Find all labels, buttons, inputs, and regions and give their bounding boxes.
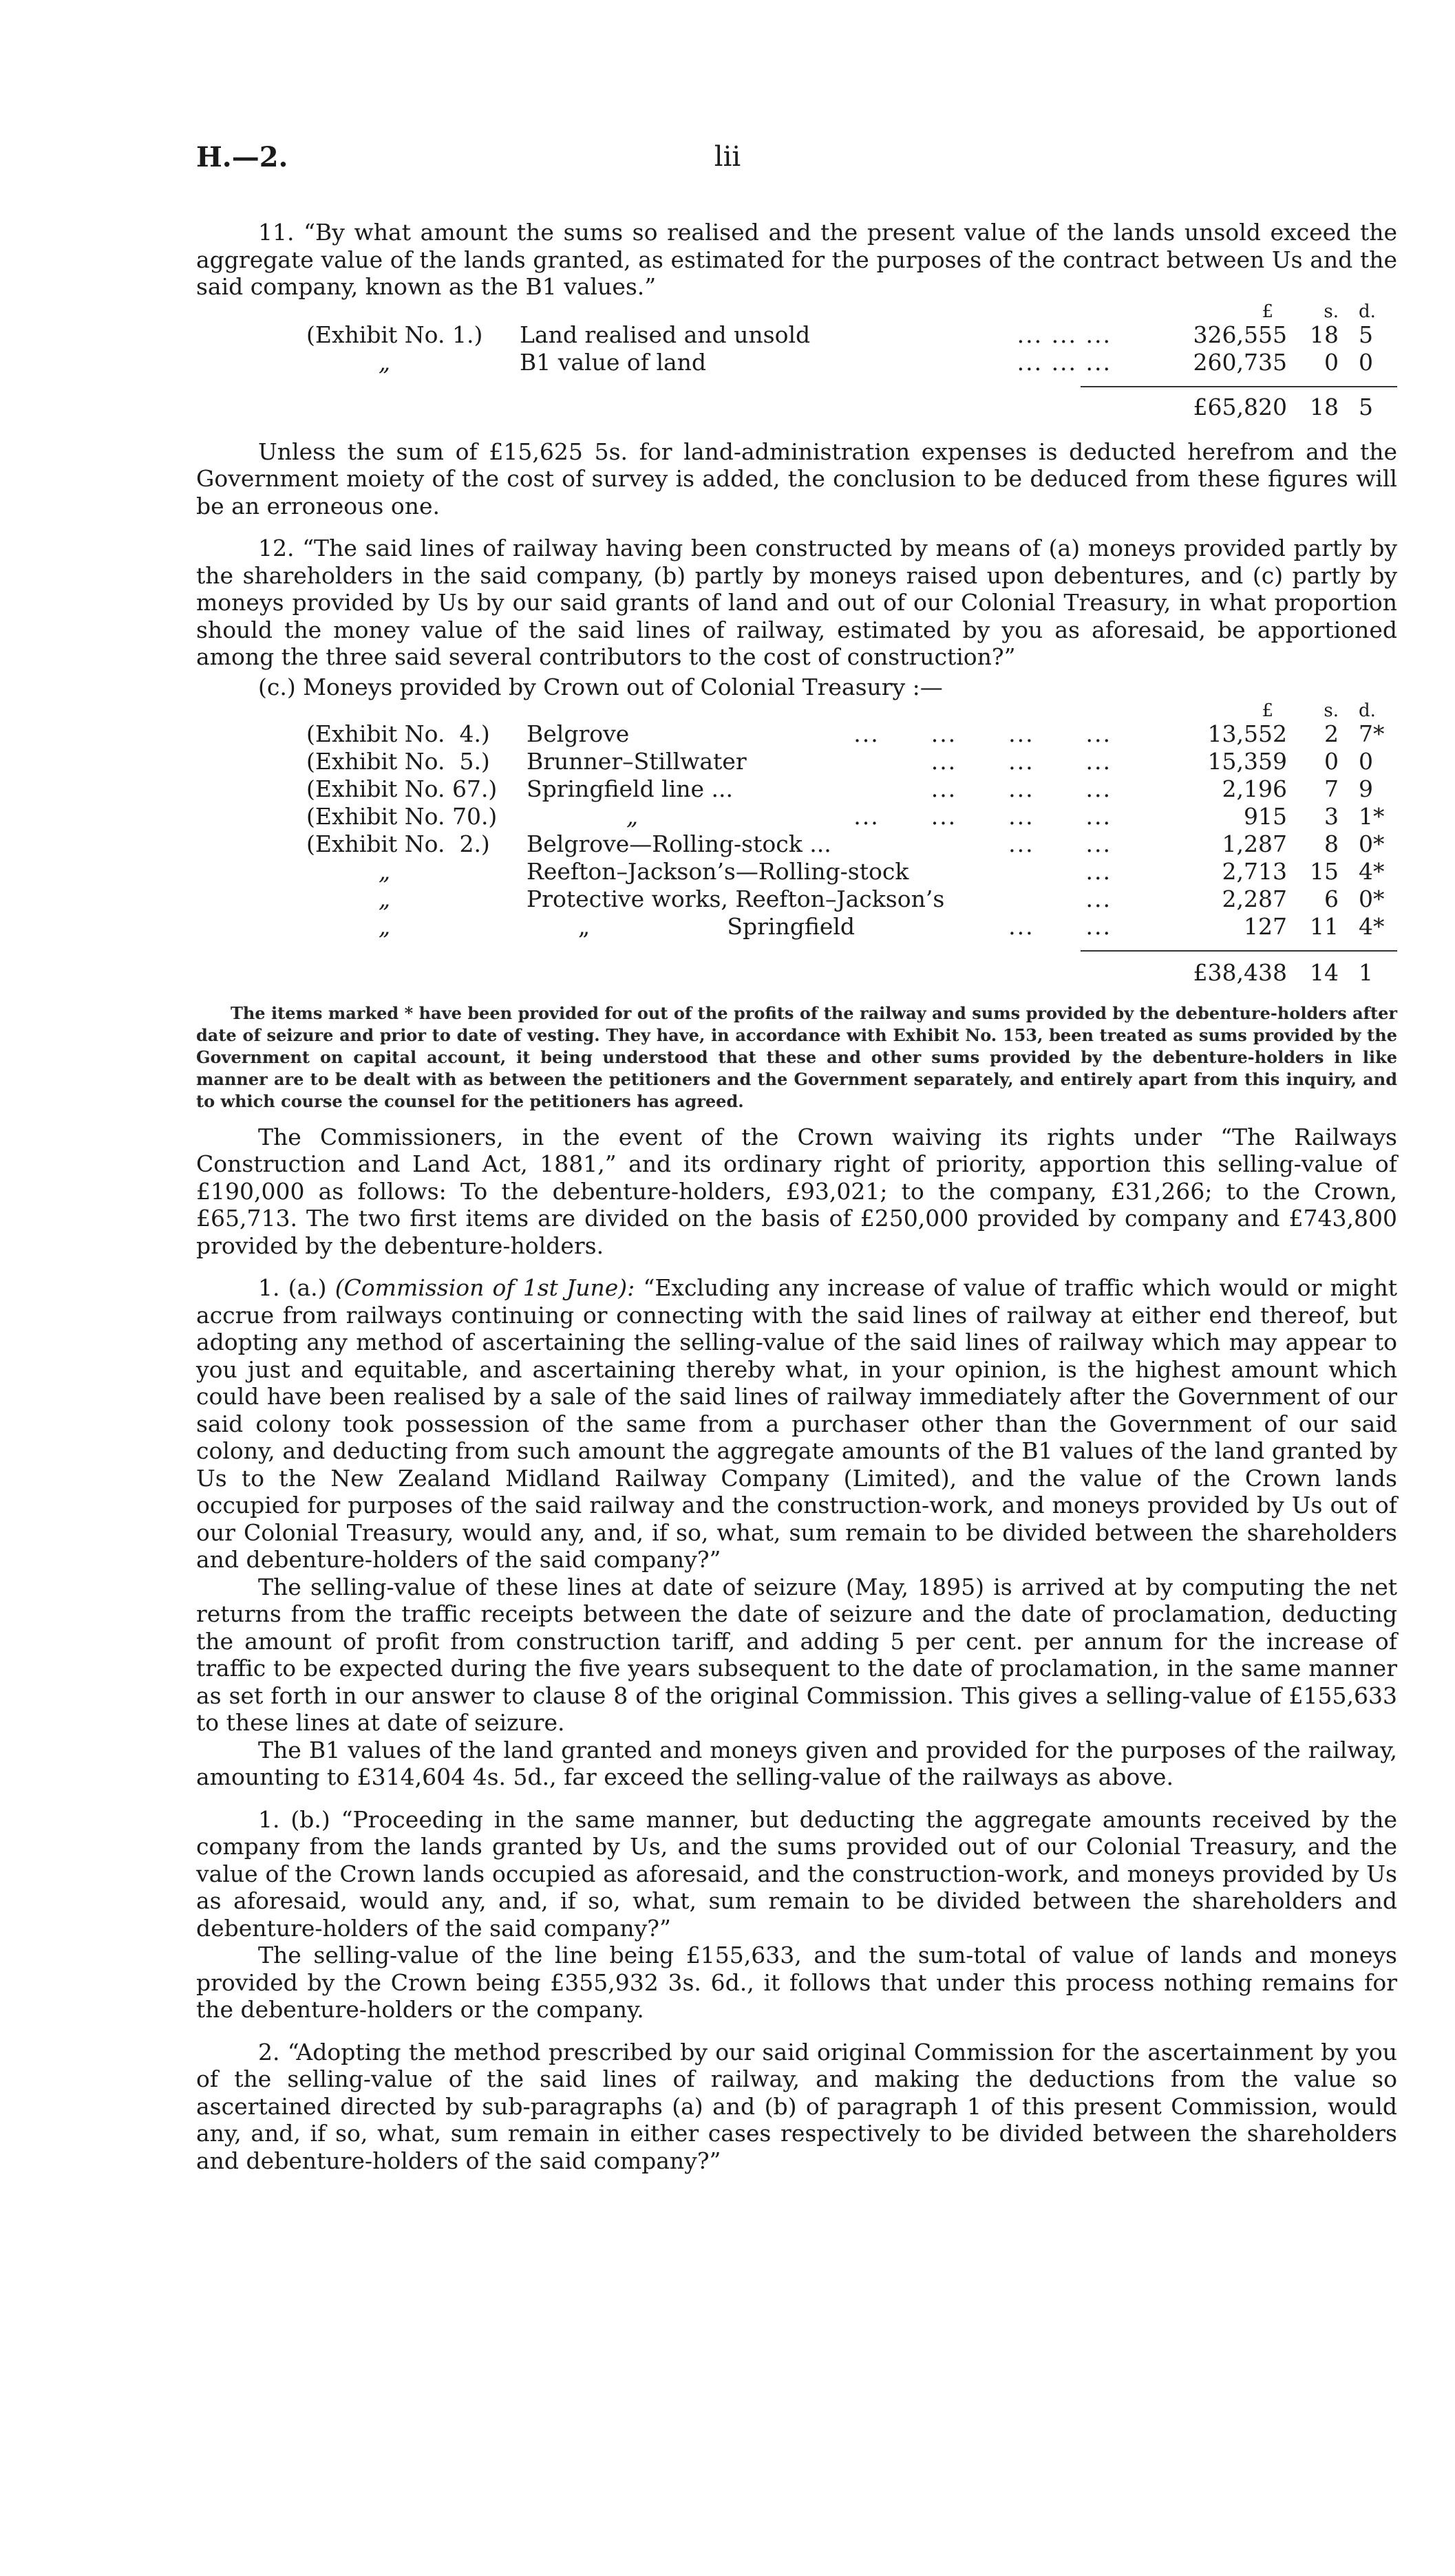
amount-shillings: 2 (1324, 720, 1339, 747)
question-12: 12. “The said lines of railway having been constructed by means of (a) moneys provided partly by the shareholders in the said company, (b) partly by moneys raised upon debentures, and (c) partly by moneys provided by Us by our said grants of land and out of our Colonial Treasury, in what proportion should the money value of the said lines of railway, estimated by you as aforesaid, be apportioned among the three said several contributors to the cost of construction?” (196, 535, 1397, 670)
table-row (196, 720, 1397, 748)
amount-pounds: 915 (1244, 802, 1287, 830)
row-description: B1 value of land (520, 348, 707, 376)
amount-pounds: 326,555 (1193, 321, 1287, 348)
page-header (196, 141, 1259, 182)
amount-shillings: 8 (1324, 830, 1339, 857)
page-body (196, 219, 1397, 2174)
question-11: 11. “By what amount the sums so realised and the present value of the lands unsold exceed the aggregate value of the lands granted, as estimated for the purposes of the contract between Us and the said company, known as the B1 values.” (196, 219, 1397, 300)
amount-pence: 0* (1359, 885, 1385, 912)
total-pounds: £65,820 (1193, 393, 1287, 420)
question-1a-label: 1. (a.) (258, 1274, 327, 1301)
table-row (196, 321, 1397, 349)
table-subheading (196, 674, 1397, 701)
rule-row (196, 941, 1397, 957)
amount-pounds: 2,713 (1222, 857, 1287, 885)
amount-shillings: 3 (1324, 802, 1339, 830)
footnote-asterisk: The items marked * have been provided for out of the profits of the railway and sums provided by the debenture-holders after date of seizure and prior to date of vesting. They have, in accordance with Exhibit No. 153, been treated as sums provided by the Government on capital account, it being understood that these and other sums provided by the debenture-holders in like manner are to be dealt with as between the petitioners and the Government separately, and entirely apart from this inquiry, and to which course the counsel for the petitioners has agreed. (196, 1002, 1397, 1111)
row-description: „ Springfield (578, 912, 856, 940)
amount-shillings: 15 (1310, 857, 1339, 885)
row-leader: ... ... ... (1017, 321, 1112, 348)
table-total-row (196, 957, 1397, 989)
amount-pence: 9 (1359, 775, 1373, 802)
amount-shillings: 0 (1324, 348, 1339, 376)
rule-row (196, 376, 1397, 391)
question-2: 2. “Adopting the method prescribed by our said original Commission for the ascertainment by you of the selling-value of the said lines of railway, and making the deductions from the value so ascertained directed by sub-paragraphs (a) and (b) of paragraph 1 of this present Commission, would any, and, if so, what, sum remain in either cases respectively to be divided between the shareholders and debenture-holders of the said company?” (196, 2038, 1397, 2174)
answer-1a-part1: The selling-value of these lines at date of seizure (May, 1895) is arrived at by computing the net returns from the traffic receipts between the date of seizure and the date of proclamation, deducting the amount of profit from construction tariff, and adding 5 per cent. per annum for the increase of traffic to be expected during the five years subsequent to the date of proclamation, in the same manner as set forth in our answer to clause 8 of the original Commission. This gives a selling-value of £155,633 to these lines at date of seizure. (196, 1573, 1397, 1736)
amount-pence: 5 (1359, 321, 1373, 348)
answer-12: The Commissioners, in the event of the Crown waiving its rights under “The Railways Construction and Land Act, 1881,” and its ordinary right of priority, apportion this selling-value of £190,000 as follows: To the debenture-holders, £93,021; to the company, £31,266; to the Crown, £65,713. The two first items are divided on the basis of £250,000 provided by company and £743,800 provided by the debenture-holders. (196, 1123, 1397, 1259)
table-total-row (196, 391, 1397, 423)
total-rule (1081, 950, 1397, 952)
row-leader: ... ... ... ... (853, 720, 1112, 747)
total-rule (1081, 386, 1397, 387)
unit-pounds: £ (1262, 700, 1273, 721)
table-q12 (196, 674, 1397, 989)
row-leader: ... ... ... (931, 775, 1112, 802)
row-leader: ... ... ... (1017, 348, 1112, 376)
amount-shillings: 7 (1324, 775, 1339, 802)
row-description: Belgrove—Rolling-stock ... (527, 830, 831, 857)
exhibit-ref: (Exhibit No. 5.) (306, 747, 490, 775)
ditto-mark: „ (379, 857, 391, 885)
question-1a-text: “Excluding any increase of value of traffic which would or might accrue from railways continuing or connecting with the said lines of railway at either end thereof, but adopting any method of ascertaining the selling-value of the said lines of railway which may appear to you just and equitable, and ascertaining thereby what, in your opinion, is the highest amount which could have been realised by a sale of the said lines of railway immediately after the Government of our said colony took possession of the same from a purchaser other than the Government of our said colony, and deducting from such amount the aggregate amounts of the B1 values of the land granted by Us to the New Zealand Midland Railway Company (Limited), and the value of the Crown lands occupied for purposes of the said railway and the construction-work, and moneys provided by Us out of our Colonial Treasury, would any, and, if so, what, sum remain to be divided between the shareholders and debenture-holders of the said company?” (196, 1274, 1397, 1573)
question-1a (196, 1274, 1397, 1574)
table-units-row (196, 302, 1397, 321)
amount-pence: 0* (1359, 830, 1385, 857)
amount-shillings: 11 (1310, 912, 1339, 940)
ditto-mark: „ (379, 912, 391, 940)
exhibit-ref: (Exhibit No. 67.) (306, 775, 498, 802)
amount-pounds: 2,287 (1222, 885, 1287, 912)
ditto-mark: „ (379, 348, 391, 376)
table-row (196, 830, 1397, 858)
row-leader: ... (1085, 885, 1112, 912)
unit-pounds: £ (1262, 301, 1273, 322)
row-leader: ... ... ... ... (853, 802, 1112, 830)
table-row (196, 775, 1397, 803)
question-1b (196, 1806, 1397, 1942)
amount-pounds: 2,196 (1222, 775, 1287, 802)
table-row (196, 803, 1397, 830)
row-description: „ (626, 802, 639, 830)
total-shillings: 14 (1310, 958, 1339, 986)
sub-heading: (c.) Moneys provided by Crown out of Colonial Treasury :— (258, 673, 943, 700)
table-row (196, 349, 1397, 376)
row-leader: ... ... ... (931, 747, 1112, 775)
amount-pence: 4* (1359, 912, 1385, 940)
row-description: Protective works, Reefton–Jackson’s (527, 885, 945, 912)
total-pence: 5 (1359, 393, 1373, 420)
exhibit-ref: (Exhibit No. 70.) (306, 802, 498, 830)
unit-shillings: s. (1324, 301, 1339, 322)
amount-pence: 1* (1359, 802, 1385, 830)
question-1a-commission: (Commission of 1st June): (334, 1274, 635, 1301)
row-description: Belgrove (527, 720, 630, 747)
amount-shillings: 18 (1310, 321, 1339, 348)
amount-pence: 4* (1359, 857, 1385, 885)
amount-shillings: 0 (1324, 747, 1339, 775)
amount-pounds: 127 (1244, 912, 1287, 940)
answer-1b: The selling-value of the line being £155,633, and the sum-total of value of lands and moneys provided by the Crown being £355,932 3s. 6d., it follows that under this process nothing remains for the debenture-holders or the company. (196, 1942, 1397, 2023)
row-leader: ... (1085, 857, 1112, 885)
amount-pence: 7* (1359, 720, 1385, 747)
table-row (196, 858, 1397, 886)
table-q11 (196, 302, 1397, 423)
row-description: Reefton–Jackson’s—Rolling-stock (527, 857, 909, 885)
unit-shillings: s. (1324, 700, 1339, 721)
total-pence: 1 (1359, 958, 1373, 986)
row-description: Land realised and unsold (520, 321, 811, 348)
ditto-mark: „ (379, 885, 391, 912)
answer-1a-part2: The B1 values of the land granted and moneys given and provided for the purposes of the railway, amounting to £314,604 4s. 5d., far exceed the selling-value of the railways as above. (196, 1736, 1397, 1790)
table-row (196, 886, 1397, 913)
amount-pounds: 1,287 (1222, 830, 1287, 857)
answer-11: Unless the sum of £15,625 5s. for land-administration expenses is deducted herefrom and the Government moiety of the cost of survey is added, the conclusion to be deduced from these figures will be an erroneous one. (196, 438, 1397, 519)
question-1b-text: “Proceeding in the same manner, but deducting the aggregate amounts received by the company from the lands granted by Us, and the sums provided out of our Colonial Treasury, and the value of the Crown lands occupied as aforesaid, and the construction-work, and moneys provided by Us as aforesaid, would any, and, if so, what, sum remain to be divided between the shareholders and debenture-holders of the said company?” (196, 1805, 1397, 1942)
exhibit-ref: (Exhibit No. 2.) (306, 830, 490, 857)
table-row (196, 913, 1397, 941)
page-number: lii (714, 141, 741, 173)
table-row (196, 748, 1397, 775)
total-pounds: £38,438 (1193, 958, 1287, 986)
question-1b-label: 1. (b.) (258, 1805, 330, 1833)
unit-pence: d. (1359, 700, 1376, 721)
unit-pence: d. (1359, 301, 1376, 322)
total-shillings: 18 (1310, 393, 1339, 420)
row-leader: ... ... (1008, 912, 1112, 940)
table-units-row (196, 701, 1397, 720)
row-leader: ... ... (1008, 830, 1112, 857)
amount-pounds: 13,552 (1207, 720, 1287, 747)
amount-shillings: 6 (1324, 885, 1339, 912)
amount-pounds: 260,735 (1193, 348, 1287, 376)
row-description: Brunner–Stillwater (527, 747, 747, 775)
exhibit-ref: (Exhibit No. 1.) (306, 321, 483, 348)
amount-pence: 0 (1359, 348, 1373, 376)
row-description: Springfield line ... (527, 775, 733, 802)
exhibit-ref: (Exhibit No. 4.) (306, 720, 490, 747)
document-reference: H.—2. (196, 141, 288, 173)
amount-pence: 0 (1359, 747, 1373, 775)
amount-pounds: 15,359 (1207, 747, 1287, 775)
